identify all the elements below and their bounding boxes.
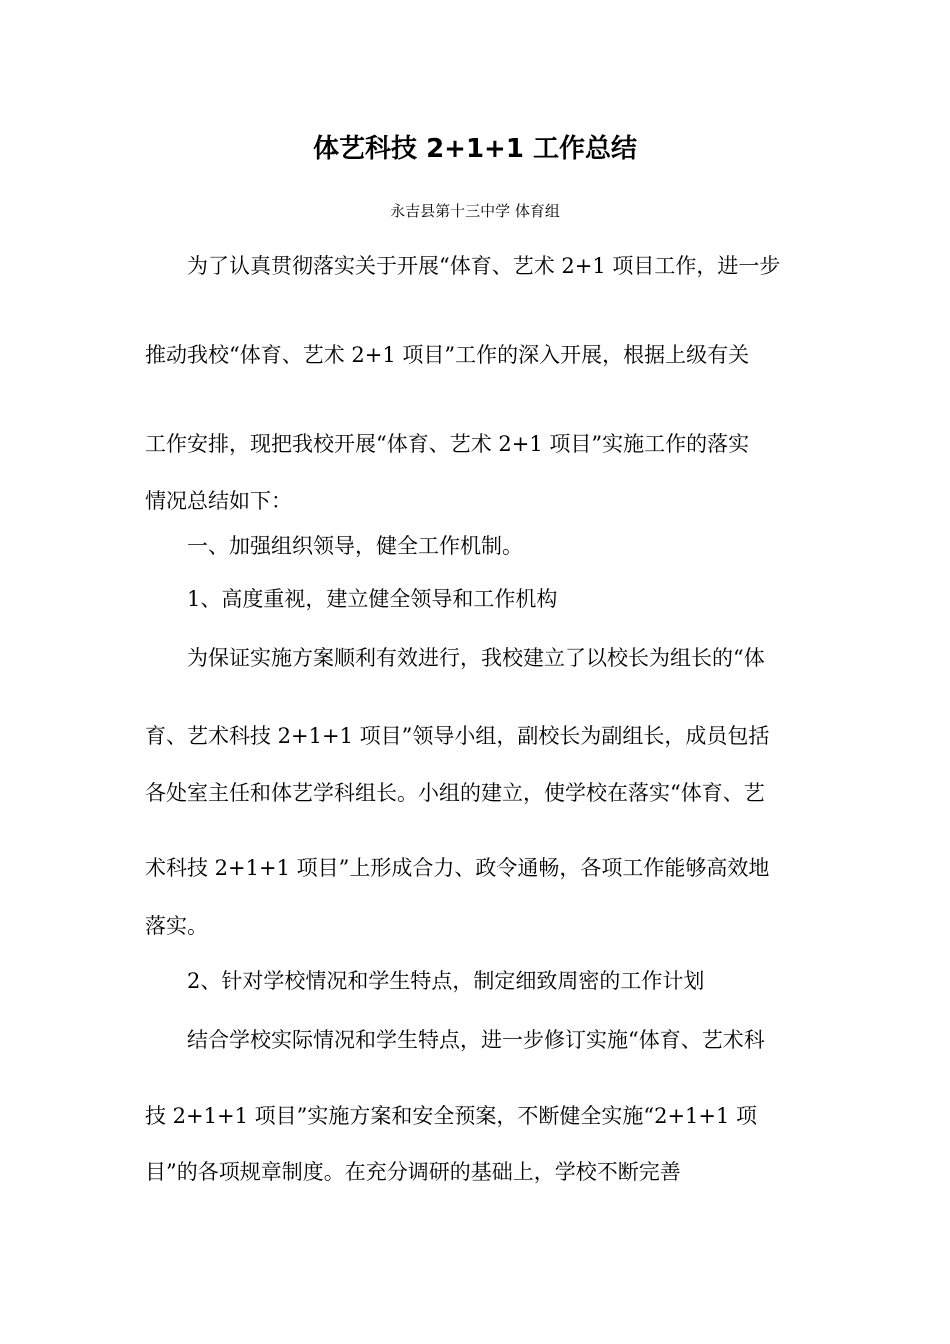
paragraph-line: 情况总结如下： xyxy=(145,489,292,513)
paragraph-line: 落实。 xyxy=(145,914,208,938)
paragraph-line: 各处室主任和体艺学科组长。小组的建立，使学校在落实“体育、艺 xyxy=(145,781,765,805)
paragraph-line: 育、艺术科技 2+1+1 项目”领导小组，副校长为副组长，成员包括 xyxy=(145,724,770,748)
paragraph-line: 目”的各项规章制度。在充分调研的基础上，学校不断完善 xyxy=(145,1160,681,1184)
paragraph-line: 术科技 2+1+1 项目”上形成合力、政令通畅，各项工作能够高效地 xyxy=(145,856,770,880)
paragraph-line: 为了认真贯彻落实关于开展“体育、艺术 2+1 项目工作，进一步 xyxy=(187,254,781,278)
subsection-heading: 2、针对学校情况和学生特点，制定细致周密的工作计划 xyxy=(187,969,705,993)
paragraph-line: 工作安排，现把我校开展“体育、艺术 2+1 项目”实施工作的落实 xyxy=(145,432,750,456)
paragraph-line: 为保证实施方案顺利有效进行，我校建立了以校长为组长的“体 xyxy=(187,646,765,670)
paragraph-line: 技 2+1+1 项目”实施方案和安全预案，不断健全实施“2+1+1 项 xyxy=(145,1104,758,1128)
paragraph-line: 推动我校“体育、艺术 2+1 项目”工作的深入开展，根据上级有关 xyxy=(145,343,750,367)
document-subtitle: 永吉县第十三中学 体育组 xyxy=(390,202,560,220)
paragraph-line: 结合学校实际情况和学生特点，进一步修订实施“体育、艺术科 xyxy=(187,1028,765,1052)
subsection-heading: 1、高度重视，建立健全领导和工作机构 xyxy=(187,587,558,611)
section-heading: 一、加强组织领导，健全工作机制。 xyxy=(187,534,523,558)
document-title: 体艺科技 2+1+1 工作总结 xyxy=(313,134,637,164)
